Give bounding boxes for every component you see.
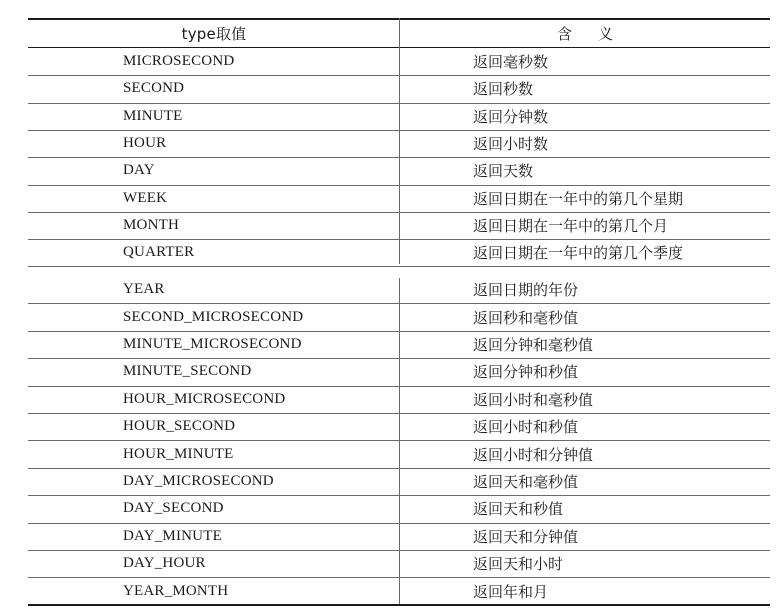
meaning-cell: 返回小时数: [473, 135, 549, 154]
type-cell: DAY: [123, 162, 155, 179]
table-row: [28, 413, 770, 440]
table-row: [28, 130, 770, 157]
meaning-cell: 返回秒和毫秒值: [473, 308, 579, 327]
meaning-cell: 返回分钟和秒值: [473, 363, 579, 382]
table-row: [28, 331, 770, 358]
meaning-cell: 返回天和分钟值: [473, 527, 579, 546]
meaning-cell: 返回日期在一年中的第几个星期: [473, 189, 684, 208]
type-cell: HOUR_MINUTE: [123, 445, 234, 462]
type-cell: QUARTER: [123, 244, 195, 261]
type-cell: MINUTE_MICROSECOND: [123, 335, 302, 352]
meaning-cell: 返回天和秒值: [473, 500, 564, 519]
header-type-value: type取值: [181, 25, 247, 43]
meaning-cell: 返回毫秒数: [473, 53, 549, 72]
meaning-cell: 返回秒数: [473, 80, 534, 99]
type-cell: YEAR_MONTH: [123, 582, 229, 599]
meaning-cell: 返回分钟和毫秒值: [473, 335, 594, 354]
table-row: [28, 185, 770, 212]
meaning-cell: 返回小时和分钟值: [473, 445, 594, 464]
type-cell: WEEK: [123, 189, 168, 206]
table-row: [28, 157, 770, 184]
meaning-cell: 返回日期在一年中的第几个月: [473, 216, 669, 235]
type-cell: SECOND_MICROSECOND: [123, 308, 304, 325]
type-cell: DAY_HOUR: [123, 555, 206, 572]
header-meaning: 含义: [556, 25, 639, 43]
table-row: [28, 495, 770, 522]
table-row: [28, 523, 770, 550]
meaning-cell: 返回天和小时: [473, 555, 564, 574]
type-cell: HOUR_SECOND: [123, 418, 236, 435]
type-cell: MINUTE: [123, 107, 183, 124]
meaning-cell: 返回日期在一年中的第几个季度: [473, 244, 684, 263]
row-divider: [28, 266, 770, 267]
table-row: [28, 48, 770, 75]
table-row: [28, 75, 770, 102]
meaning-cell: 返回天和毫秒值: [473, 472, 579, 491]
table-row: [28, 103, 770, 130]
table-row: [28, 239, 770, 266]
type-cell: YEAR: [123, 281, 165, 298]
type-cell: MICROSECOND: [123, 53, 235, 70]
table-row: [28, 386, 770, 413]
type-cell: DAY_SECOND: [123, 500, 224, 517]
table-row: [28, 303, 770, 330]
table-row: [28, 358, 770, 385]
type-cell: DAY_MINUTE: [123, 527, 222, 544]
type-cell: MINUTE_SECOND: [123, 363, 252, 380]
meaning-cell: 返回天数: [473, 162, 534, 181]
meaning-cell: 返回年和月: [473, 582, 549, 601]
type-cell: DAY_MICROSECOND: [123, 472, 274, 489]
table-bottom-rule: [28, 604, 770, 606]
table-row: [28, 440, 770, 467]
table-row: [28, 468, 770, 495]
type-cell: MONTH: [123, 216, 179, 233]
meaning-cell: 返回小时和秒值: [473, 418, 579, 437]
table-row: [28, 577, 770, 604]
type-cell: HOUR_MICROSECOND: [123, 390, 286, 407]
type-cell: HOUR: [123, 135, 167, 152]
table-row: [28, 550, 770, 577]
type-cell: SECOND: [123, 80, 185, 97]
table-row: [28, 212, 770, 239]
meaning-cell: 返回小时和毫秒值: [473, 390, 594, 409]
meaning-cell: 返回日期的年份: [473, 281, 579, 300]
table-row: [28, 276, 770, 303]
meaning-cell: 返回分钟数: [473, 107, 549, 126]
